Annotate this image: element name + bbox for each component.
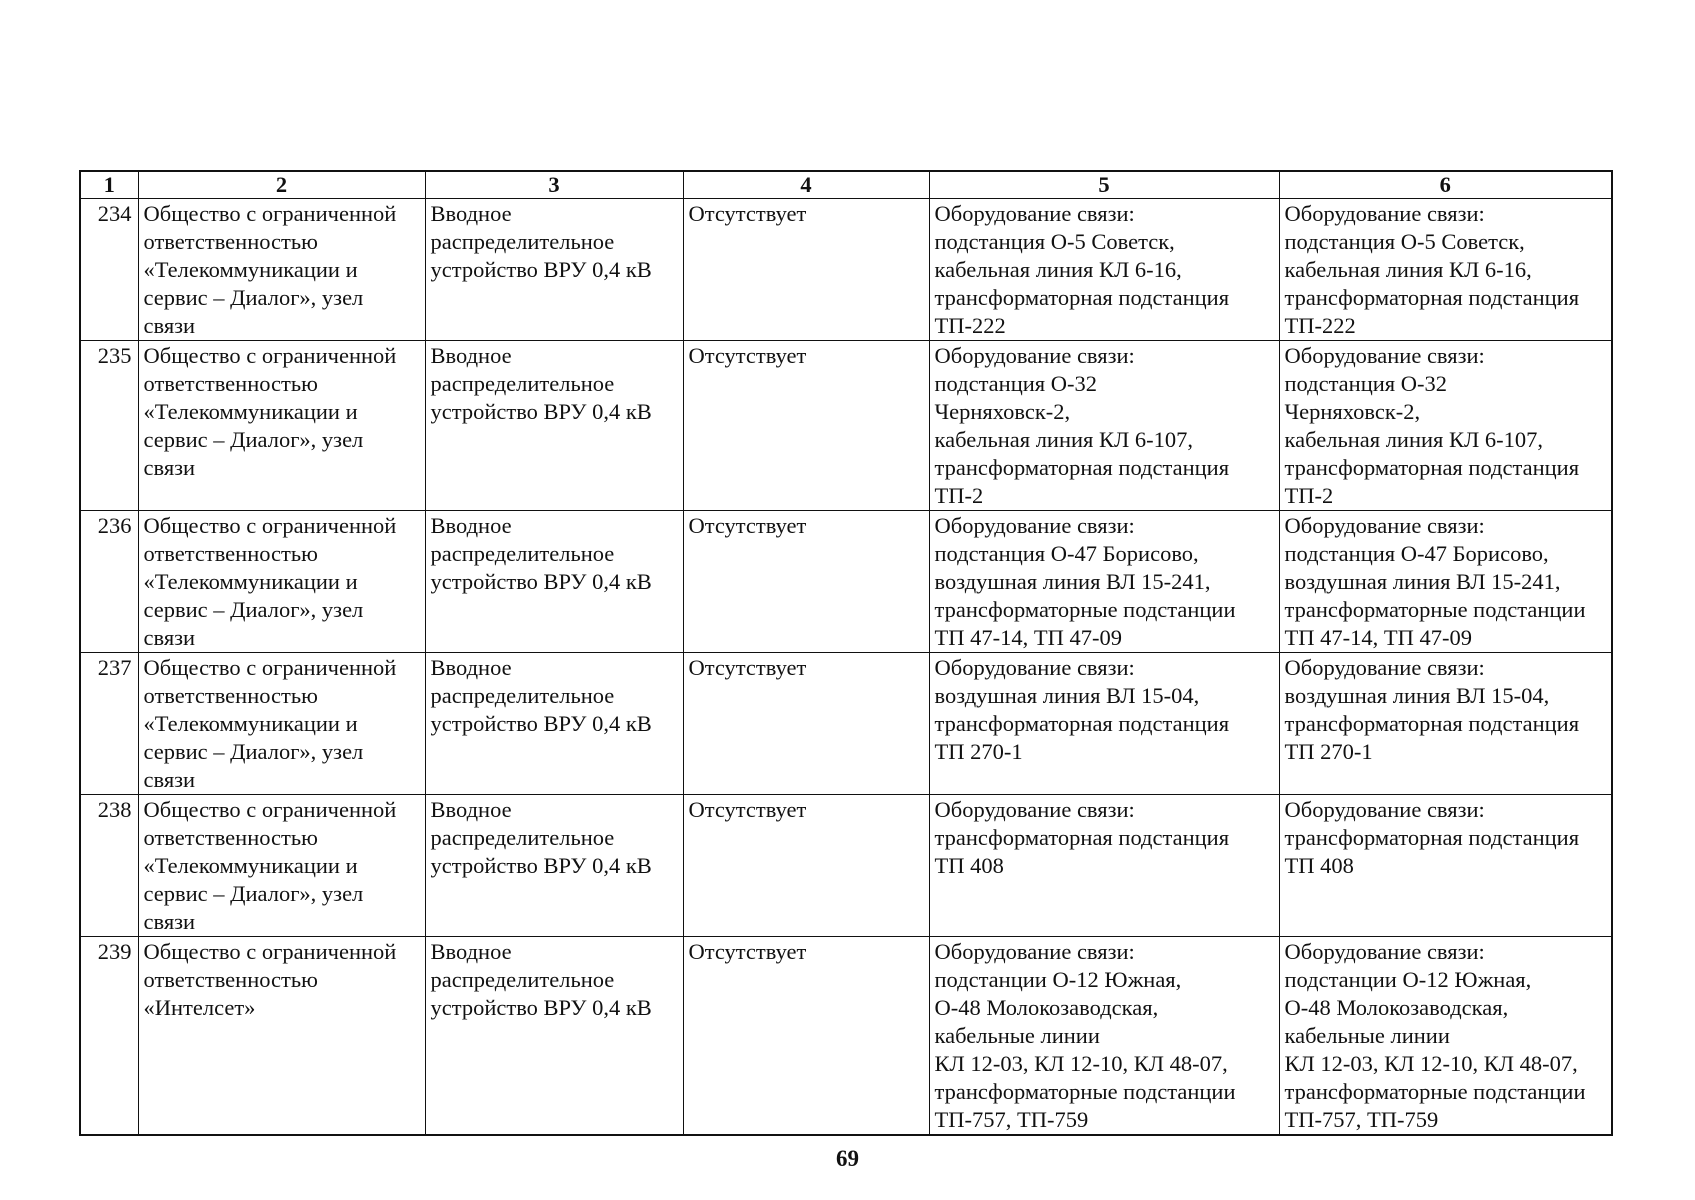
cell-text-line: «Интелсет» (143, 995, 256, 1020)
cell-text-line: Оборудование связи: (934, 343, 1135, 368)
equipment-cell (929, 511, 1279, 653)
cell-text-line: «Телекоммуникации и (143, 853, 358, 878)
status-cell (683, 937, 929, 1136)
organization-cell (138, 795, 425, 937)
cell-text-line: трансформаторная подстанция (1284, 825, 1580, 850)
cell-text-line: Оборудование связи: (1284, 513, 1485, 538)
cell-text-line: Вводное (430, 513, 512, 538)
table-header (80, 171, 1612, 199)
cell-text-line: ТП 270-1 (1284, 739, 1373, 764)
row-number-cell: 236 (80, 511, 138, 653)
column-header-6: 6 (1279, 171, 1612, 199)
cell-text-line: устройство ВРУ 0,4 кВ (430, 257, 652, 282)
cell-text-line: Общество с ограниченной (143, 513, 397, 538)
cell-text-line: ТП 408 (934, 853, 1004, 878)
cell-text-line: воздушная линия ВЛ 15-04, (1284, 683, 1550, 708)
cell-text-line: устройство ВРУ 0,4 кВ (430, 399, 652, 424)
equipment-detail-cell (1279, 795, 1612, 937)
organization-cell (138, 199, 425, 341)
cell-text-line: воздушная линия ВЛ 15-241, (1284, 569, 1561, 594)
cell-text-line: трансформаторные подстанции (1284, 597, 1586, 622)
table-body (80, 199, 1612, 1136)
column-header-3: 3 (425, 171, 683, 199)
cell-text-line: Отсутствует (688, 939, 807, 964)
status-cell (683, 511, 929, 653)
cell-text-line: О-48 Молокозаводская, (1284, 995, 1509, 1020)
status-cell (683, 199, 929, 341)
cell-text-line: кабельная линия КЛ 6-16, (934, 257, 1182, 282)
cell-text-line: кабельные линии (1284, 1023, 1450, 1048)
cell-text-line: ТП-2 (1284, 483, 1334, 508)
cell-text-line: ТП 408 (1284, 853, 1354, 878)
cell-text-line: подстанции О-12 Южная, (934, 967, 1182, 992)
cell-text-line: ТП-222 (934, 313, 1006, 338)
cell-text-line: устройство ВРУ 0,4 кВ (430, 853, 652, 878)
cell-text-line: кабельная линия КЛ 6-16, (1284, 257, 1532, 282)
cell-text-line: кабельная линия КЛ 6-107, (1284, 427, 1544, 452)
cell-text-line: Общество с ограниченной (143, 201, 397, 226)
column-header-2: 2 (138, 171, 425, 199)
cell-text-line: распределительное (430, 229, 615, 254)
cell-text-line: подстанция О-47 Борисово, (1284, 541, 1549, 566)
row-number-cell: 239 (80, 937, 138, 1136)
cell-text-line: ТП 47-14, ТП 47-09 (934, 625, 1122, 650)
device-cell (425, 653, 683, 795)
cell-text-line: ТП-757, ТП-759 (934, 1107, 1089, 1132)
cell-text-line: «Телекоммуникации и (143, 569, 358, 594)
cell-text-line: трансформаторные подстанции (934, 597, 1236, 622)
table-row (80, 341, 1612, 511)
cell-text-line: Черняховск-2, (934, 399, 1071, 424)
row-number-cell: 235 (80, 341, 138, 511)
cell-text-line: трансформаторная подстанция (934, 825, 1230, 850)
cell-text-line: ответственностью (143, 967, 318, 992)
cell-text-line: Оборудование связи: (1284, 797, 1485, 822)
cell-text-line: сервис – Диалог», узел (143, 285, 364, 310)
cell-text-line: трансформаторная подстанция (1284, 711, 1580, 736)
equipment-detail-cell (1279, 653, 1612, 795)
table-row (80, 795, 1612, 937)
cell-text-line: сервис – Диалог», узел (143, 427, 364, 452)
equipment-detail-cell (1279, 341, 1612, 511)
cell-text-line: распределительное (430, 825, 615, 850)
cell-text-line: ТП 47-14, ТП 47-09 (1284, 625, 1472, 650)
cell-text-line: Оборудование связи: (1284, 201, 1485, 226)
cell-text-line: Вводное (430, 343, 512, 368)
cell-text-line: Оборудование связи: (1284, 655, 1485, 680)
row-number-cell: 234 (80, 199, 138, 341)
device-cell (425, 341, 683, 511)
table-row (80, 937, 1612, 1136)
table-row (80, 199, 1612, 341)
cell-text-line: распределительное (430, 967, 615, 992)
cell-text-line: ответственностью (143, 825, 318, 850)
cell-text-line: Оборудование связи: (934, 655, 1135, 680)
cell-text-line: Отсутствует (688, 797, 807, 822)
cell-text-line: подстанция О-32 (1284, 371, 1448, 396)
equipment-cell (929, 937, 1279, 1136)
organization-cell (138, 937, 425, 1136)
row-number-cell: 238 (80, 795, 138, 937)
cell-text-line: трансформаторная подстанция (1284, 285, 1580, 310)
cell-text-line: Отсутствует (688, 655, 807, 680)
cell-text-line: устройство ВРУ 0,4 кВ (430, 995, 652, 1020)
cell-text-line: Общество с ограниченной (143, 343, 397, 368)
status-cell (683, 653, 929, 795)
table-row (80, 653, 1612, 795)
cell-text-line: Общество с ограниченной (143, 939, 397, 964)
cell-text-line: трансформаторная подстанция (1284, 455, 1580, 480)
cell-text-line: связи (143, 313, 196, 338)
device-cell (425, 511, 683, 653)
cell-text-line: устройство ВРУ 0,4 кВ (430, 569, 652, 594)
column-header-5: 5 (929, 171, 1279, 199)
cell-text-line: сервис – Диалог», узел (143, 881, 364, 906)
equipment-cell (929, 795, 1279, 937)
cell-text-line: воздушная линия ВЛ 15-241, (934, 569, 1211, 594)
cell-text-line: ТП-222 (1284, 313, 1356, 338)
cell-text-line: Черняховск-2, (1284, 399, 1421, 424)
cell-text-line: трансформаторные подстанции (934, 1079, 1236, 1104)
cell-text-line: Отсутствует (688, 513, 807, 538)
cell-text-line: трансформаторная подстанция (934, 455, 1230, 480)
cell-text-line: Оборудование связи: (934, 797, 1135, 822)
cell-text-line: трансформаторная подстанция (934, 711, 1230, 736)
equipment-cell (929, 341, 1279, 511)
cell-text-line: распределительное (430, 371, 615, 396)
cell-text-line: Оборудование связи: (1284, 939, 1485, 964)
status-cell (683, 795, 929, 937)
equipment-detail-cell (1279, 199, 1612, 341)
cell-text-line: кабельные линии (934, 1023, 1100, 1048)
header-row (80, 171, 1612, 199)
cell-text-line: «Телекоммуникации и (143, 399, 358, 424)
cell-text-line: ответственностью (143, 541, 318, 566)
cell-text-line: кабельная линия КЛ 6-107, (934, 427, 1194, 452)
organization-cell (138, 341, 425, 511)
equipment-cell (929, 199, 1279, 341)
cell-text-line: «Телекоммуникации и (143, 711, 358, 736)
cell-text-line: ответственностью (143, 229, 318, 254)
cell-text-line: КЛ 12-03, КЛ 12-10, КЛ 48-07, (934, 1051, 1228, 1076)
cell-text-line: ТП 270-1 (934, 739, 1023, 764)
table-row (80, 511, 1612, 653)
cell-text-line: Вводное (430, 939, 512, 964)
cell-text-line: распределительное (430, 541, 615, 566)
device-cell (425, 937, 683, 1136)
cell-text-line: подстанция О-32 (934, 371, 1098, 396)
cell-text-line: Вводное (430, 797, 512, 822)
equipment-detail-cell (1279, 511, 1612, 653)
cell-text-line: подстанции О-12 Южная, (1284, 967, 1532, 992)
device-cell (425, 199, 683, 341)
cell-text-line: устройство ВРУ 0,4 кВ (430, 711, 652, 736)
cell-text-line: Оборудование связи: (934, 939, 1135, 964)
organization-cell (138, 511, 425, 653)
cell-text-line: сервис – Диалог», узел (143, 597, 364, 622)
cell-text-line: Вводное (430, 655, 512, 680)
column-header-4: 4 (683, 171, 929, 199)
column-header-1: 1 (80, 171, 138, 199)
cell-text-line: распределительное (430, 683, 615, 708)
row-number-cell: 237 (80, 653, 138, 795)
cell-text-line: связи (143, 455, 196, 480)
organization-cell (138, 653, 425, 795)
cell-text-line: Общество с ограниченной (143, 797, 397, 822)
device-cell (425, 795, 683, 937)
cell-text-line: ТП-2 (934, 483, 984, 508)
cell-text-line: Оборудование связи: (934, 513, 1135, 538)
document-table (79, 170, 1613, 1136)
cell-text-line: Оборудование связи: (1284, 343, 1485, 368)
equipment-cell (929, 653, 1279, 795)
cell-text-line: подстанция О-5 Советск, (1284, 229, 1525, 254)
cell-text-line: связи (143, 767, 196, 792)
equipment-detail-cell (1279, 937, 1612, 1136)
cell-text-line: ответственностью (143, 683, 318, 708)
cell-text-line: подстанция О-47 Борисово, (934, 541, 1199, 566)
cell-text-line: связи (143, 909, 196, 934)
cell-text-line: «Телекоммуникации и (143, 257, 358, 282)
cell-text-line: ТП-757, ТП-759 (1284, 1107, 1439, 1132)
page-number: 69 (836, 1146, 859, 1171)
cell-text-line: КЛ 12-03, КЛ 12-10, КЛ 48-07, (1284, 1051, 1578, 1076)
cell-text-line: Общество с ограниченной (143, 655, 397, 680)
cell-text-line: Отсутствует (688, 201, 807, 226)
cell-text-line: трансформаторные подстанции (1284, 1079, 1586, 1104)
cell-text-line: ответственностью (143, 371, 318, 396)
cell-text-line: воздушная линия ВЛ 15-04, (934, 683, 1200, 708)
cell-text-line: трансформаторная подстанция (934, 285, 1230, 310)
cell-text-line: Вводное (430, 201, 512, 226)
status-cell (683, 341, 929, 511)
cell-text-line: О-48 Молокозаводская, (934, 995, 1159, 1020)
cell-text-line: сервис – Диалог», узел (143, 739, 364, 764)
cell-text-line: Отсутствует (688, 343, 807, 368)
cell-text-line: связи (143, 625, 196, 650)
cell-text-line: Оборудование связи: (934, 201, 1135, 226)
cell-text-line: подстанция О-5 Советск, (934, 229, 1175, 254)
